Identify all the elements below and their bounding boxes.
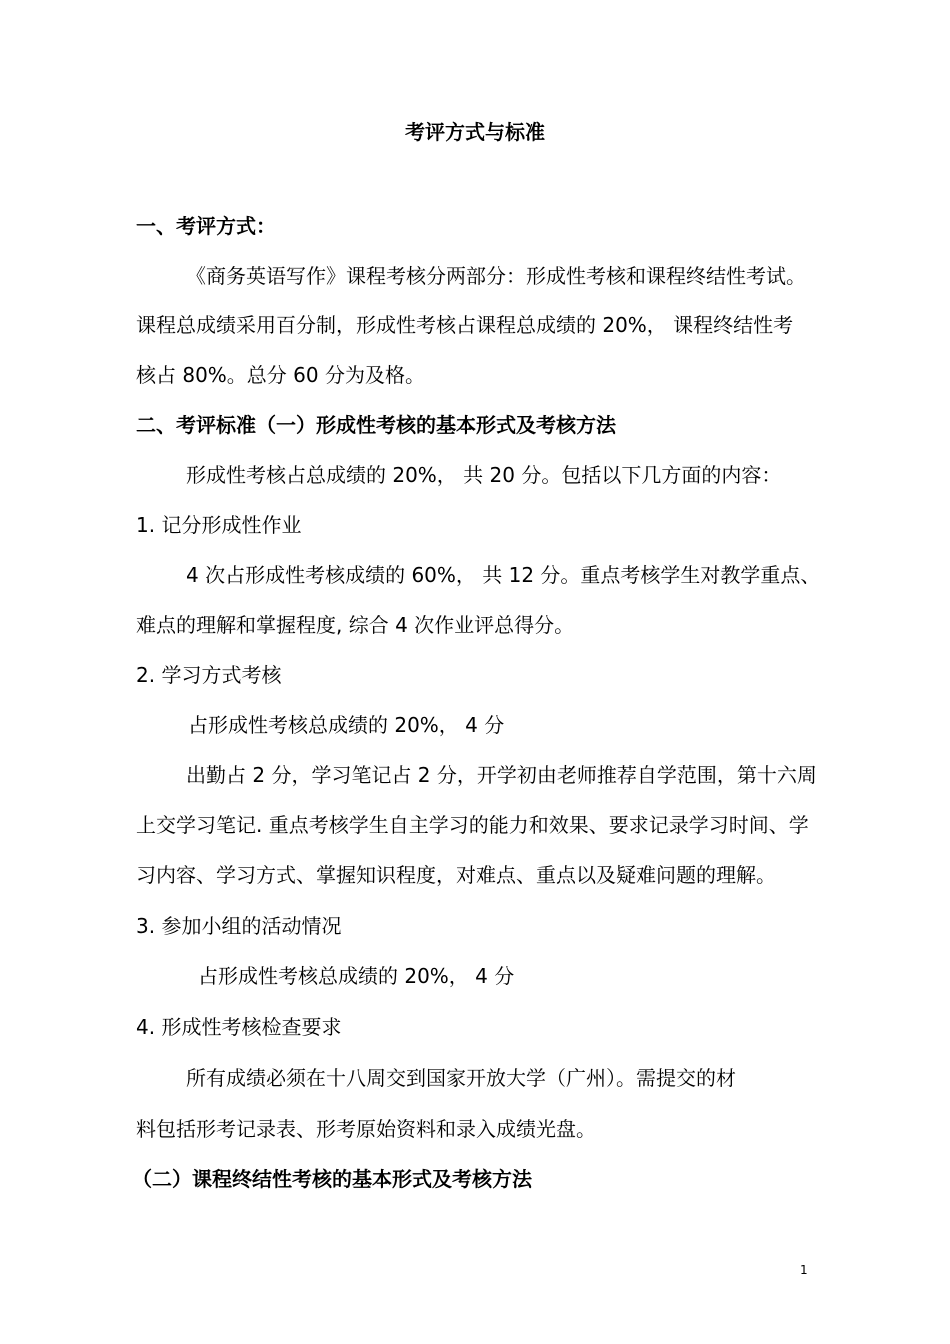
section-heading-final-assessment: （二）课程终结性考核的基本形式及考核方法 bbox=[132, 1167, 532, 1191]
paragraph-line: 料包括形考记录表、形考原始资料和录入成绩光盘。 bbox=[136, 1117, 596, 1141]
paragraph-line: 难点的理解和掌握程度, 综合 4 次作业评总得分。 bbox=[136, 613, 575, 637]
paragraph-line: 核占 80%。总分 60 分为及格。 bbox=[136, 363, 425, 387]
paragraph-line: 《商务英语写作》课程考核分两部分：形成性考核和课程终结性考试。 bbox=[186, 264, 806, 288]
paragraph-line: 4 次占形成性考核成绩的 60%， 共 12 分。重点考核学生对教学重点、 bbox=[186, 563, 821, 587]
paragraph-line: 占形成性考核总成绩的 20%， 4 分 bbox=[188, 713, 505, 737]
paragraph-line: 习内容、学习方式、掌握知识程度，对难点、重点以及疑难问题的理解。 bbox=[136, 863, 776, 887]
page-number: 1 bbox=[800, 1263, 808, 1277]
paragraph-line: 课程总成绩采用百分制，形成性考核占课程总成绩的 20%， 课程终结性考 bbox=[136, 313, 794, 337]
paragraph-line: 上交学习笔记. 重点考核学生自主学习的能力和效果、要求记录学习时间、学 bbox=[136, 813, 809, 837]
section-heading-assessment-criteria: 二、考评标准（一）形成性考核的基本形式及考核方法 bbox=[136, 413, 616, 437]
list-item-heading: 4. 形成性考核检查要求 bbox=[136, 1015, 342, 1039]
paragraph-line: 所有成绩必须在十八周交到国家开放大学（广州）。需提交的材 bbox=[186, 1066, 736, 1090]
paragraph-line: 占形成性考核总成绩的 20%， 4 分 bbox=[198, 964, 515, 988]
list-item-heading: 2. 学习方式考核 bbox=[136, 663, 282, 687]
document-title: 考评方式与标准 bbox=[405, 120, 545, 144]
list-item-heading: 3. 参加小组的活动情况 bbox=[136, 914, 342, 938]
paragraph-line: 形成性考核占总成绩的 20%， 共 20 分。包括以下几方面的内容： bbox=[186, 463, 782, 487]
section-heading-assessment-method: 一、考评方式： bbox=[136, 214, 276, 238]
paragraph-line: 出勤占 2 分，学习笔记占 2 分，开学初由老师推荐自学范围，第十六周 bbox=[186, 763, 817, 787]
list-item-heading: 1. 记分形成性作业 bbox=[136, 513, 302, 537]
